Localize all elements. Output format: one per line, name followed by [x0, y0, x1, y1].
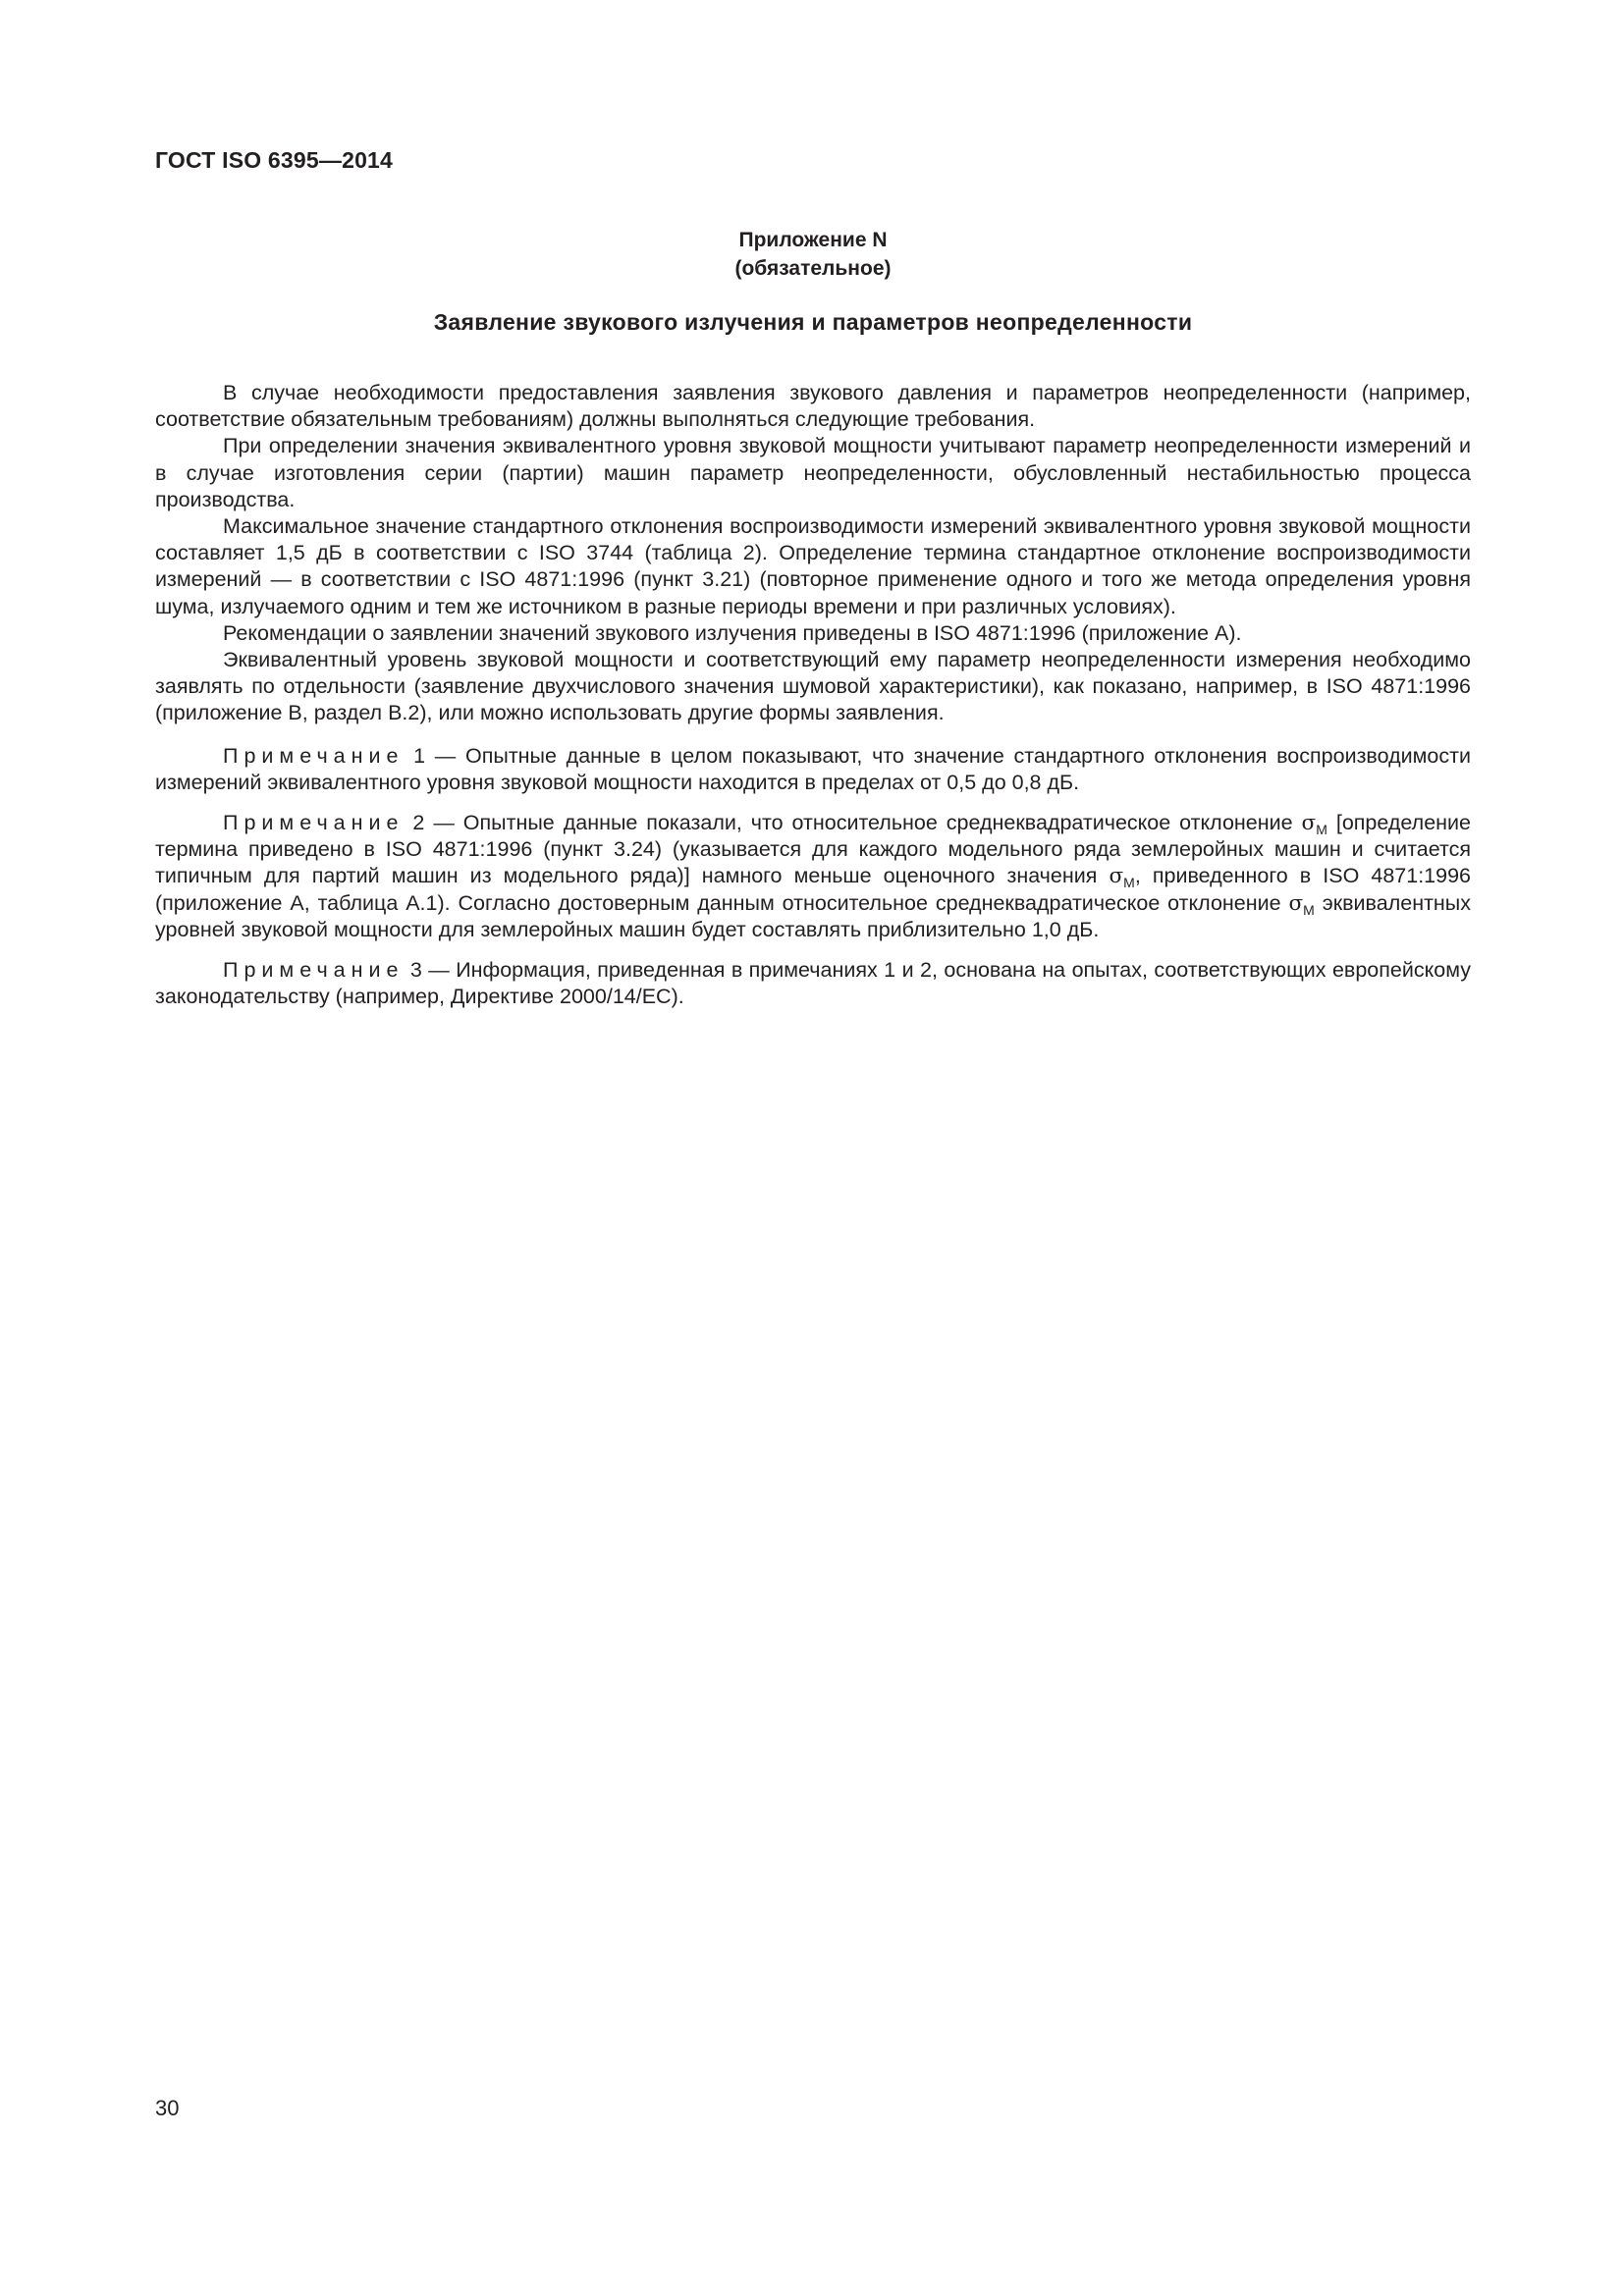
- note-2-text-a: 2 — Опытные данные показали, что относительное среднеквадратическое отклонение: [404, 811, 1302, 835]
- note-1-text: 1 — Опытные данные в целом показывают, что значение стандартного отклонения воспроизводимости измерений эквивалентного уровня звуковой мощности находится в пределах от 0,5 до 0,8 дБ.: [155, 743, 1471, 794]
- annex-body: [155, 380, 1471, 1010]
- sigma-subscript: M: [1123, 875, 1135, 891]
- note-2-label: Примечание: [223, 811, 405, 835]
- page-number: 30: [155, 2096, 180, 2120]
- note-3: [155, 957, 1471, 1010]
- annex-title: Заявление звукового излучения и параметров неопределенности: [433, 309, 1193, 335]
- paragraph-declaration: Эквивалентный уровень звуковой мощности и соответствующий ему параметр неопределенности измерения необходимо заявлять по отдельности (заявление двухчислового значения шумовой характеристики), как показано, например, в ISO 4871:1996 (приложение В, раздел В.2), или можно использовать другие формы заявления.: [155, 648, 1471, 725]
- sigma-subscript: M: [1316, 822, 1327, 838]
- document-code-header: ГОСТ ISO 6395—2014: [155, 147, 394, 173]
- note-1-label: Примечание: [223, 743, 405, 768]
- annex-label: Приложение N: [738, 229, 888, 251]
- sigma-subscript: M: [1303, 901, 1315, 918]
- note-3-label: Примечание: [223, 958, 405, 983]
- paragraph-uncertainty: При определении значения эквивалентного уровня звуковой мощности учитывают параметр неопределенности измерений и в случае изготовления серии (партии) машин параметр неопределенности, обусловленный нестабильностью процесса производства.: [155, 434, 1471, 511]
- sigma-symbol: σ: [1301, 811, 1317, 836]
- note-2-text-c: , приведенного в ISO 4871:1996 (приложение А, таблица А.1). Согласно достоверным данным относительное среднеквадратическое отклонение: [155, 864, 1471, 915]
- note-2-text-b: [определение термина приведено в ISO 4871:1996 (пункт 3.24) (указывается для каждого модельного ряда землеройных машин и считается типичным для партий машин из модельного ряда)] намного меньше оценочного значения: [155, 811, 1471, 888]
- annex-heading: [155, 226, 1471, 337]
- note-2: [155, 810, 1471, 943]
- annex-status: (обязательное): [734, 257, 892, 280]
- note-2-text-d: эквивалентных уровней звуковой мощности для землеройных машин будет составлять приблизительно 1,0 дБ.: [155, 890, 1471, 941]
- sigma-symbol: σ: [1288, 890, 1304, 916]
- paragraph-max-deviation: Максимальное значение стандартного отклонения воспроизводимости измерений эквивалентного уровня звуковой мощности составляет 1,5 дБ в соответствии с ISO 3744 (таблица 2). Определение термина стандартное отклонение воспроизводимости измерений — в соответствии с ISO 4871:1996 (пункт 3.21) (повторное применение одного и того же метода определения уровня шума, излучаемого одним и тем же источником в разные периоды времени и при различных условиях).: [155, 514, 1471, 618]
- note-3-text: 3 — Информация, приведенная в примечаниях 1 и 2, основана на опытах, соответствующих европейскому законодательству (например, Директиве 2000/14/ЕС).: [155, 958, 1471, 1009]
- paragraph-requirements: В случае необходимости предоставления заявления звукового давления и параметров неопределенности (например, соответствие обязательным требованиям) должны выполняться следующие требования.: [155, 381, 1471, 432]
- sigma-symbol: σ: [1109, 864, 1124, 889]
- note-1: [155, 743, 1471, 796]
- paragraph-recommendations: Рекомендации о заявлении значений звукового излучения приведены в ISO 4871:1996 (приложение А).: [223, 620, 1242, 645]
